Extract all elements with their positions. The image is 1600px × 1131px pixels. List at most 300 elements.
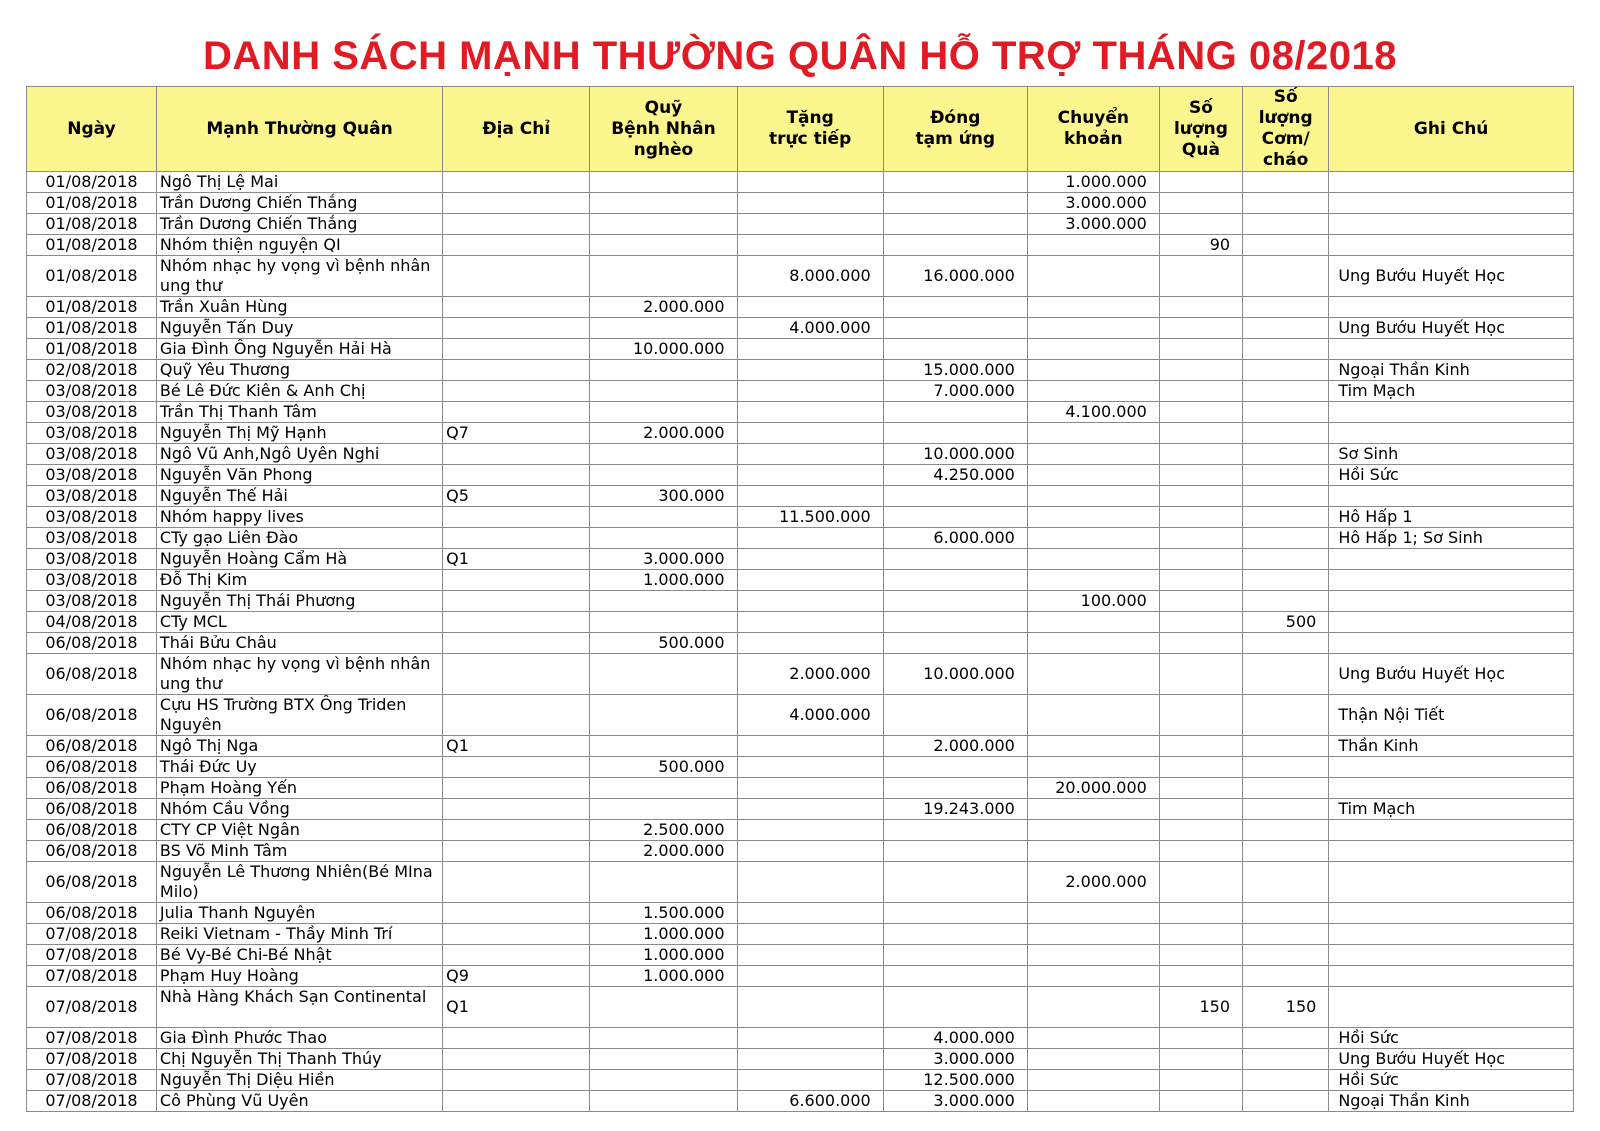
- address-cell: [443, 528, 590, 549]
- table-row: [27, 507, 1574, 528]
- meal-count-cell: [1243, 654, 1329, 695]
- table-row: [27, 778, 1574, 799]
- header-advance-payment: Đóng tạm ứng: [883, 87, 1027, 172]
- gift-count-cell: [1159, 339, 1242, 360]
- gift-count-cell: [1159, 465, 1242, 486]
- meal-count-cell: [1243, 1070, 1329, 1091]
- table-row: [27, 633, 1574, 654]
- gift-count-cell: [1159, 633, 1242, 654]
- note-cell: Ung Bướu Huyết Học: [1329, 318, 1574, 339]
- date-cell: 06/08/2018: [27, 862, 157, 903]
- advance-cell: [883, 507, 1027, 528]
- gift-count-cell: [1159, 423, 1242, 444]
- date-cell: 01/08/2018: [27, 339, 157, 360]
- gift-count-cell: [1159, 778, 1242, 799]
- note-cell: [1329, 903, 1574, 924]
- transfer-cell: [1027, 987, 1159, 1028]
- direct-gift-cell: [737, 214, 883, 235]
- direct-gift-cell: [737, 339, 883, 360]
- address-cell: [443, 570, 590, 591]
- meal-count-cell: [1243, 757, 1329, 778]
- advance-cell: 15.000.000: [883, 360, 1027, 381]
- transfer-cell: [1027, 528, 1159, 549]
- meal-count-cell: [1243, 528, 1329, 549]
- poor-fund-cell: [590, 381, 737, 402]
- meal-count-cell: [1243, 1049, 1329, 1070]
- gift-count-cell: [1159, 297, 1242, 318]
- note-cell: [1329, 172, 1574, 193]
- date-cell: 06/08/2018: [27, 820, 157, 841]
- donor-name-cell: Thái Bửu Châu: [156, 633, 442, 654]
- header-gift-count: Số lượng Quà: [1159, 87, 1242, 172]
- direct-gift-cell: 8.000.000: [737, 256, 883, 297]
- table-row: [27, 799, 1574, 820]
- note-cell: Tim Mạch: [1329, 799, 1574, 820]
- note-cell: Thận Nội Tiết: [1329, 695, 1574, 736]
- date-cell: 06/08/2018: [27, 841, 157, 862]
- meal-count-cell: [1243, 862, 1329, 903]
- date-cell: 06/08/2018: [27, 778, 157, 799]
- note-cell: [1329, 423, 1574, 444]
- date-cell: 07/08/2018: [27, 1091, 157, 1112]
- advance-cell: [883, 172, 1027, 193]
- note-cell: Ung Bướu Huyết Học: [1329, 1049, 1574, 1070]
- advance-cell: 10.000.000: [883, 444, 1027, 465]
- meal-count-cell: [1243, 570, 1329, 591]
- table-row: [27, 214, 1574, 235]
- direct-gift-cell: [737, 381, 883, 402]
- donor-name-cell: Nhóm nhạc hy vọng vì bệnh nhân ung thư: [156, 256, 442, 297]
- advance-cell: [883, 633, 1027, 654]
- transfer-cell: [1027, 695, 1159, 736]
- note-cell: [1329, 862, 1574, 903]
- direct-gift-cell: [737, 444, 883, 465]
- direct-gift-cell: [737, 1028, 883, 1049]
- direct-gift-cell: [737, 360, 883, 381]
- date-cell: 06/08/2018: [27, 654, 157, 695]
- note-cell: Ngoại Thần Kinh: [1329, 360, 1574, 381]
- address-cell: [443, 695, 590, 736]
- date-cell: 06/08/2018: [27, 757, 157, 778]
- poor-fund-cell: 1.000.000: [590, 570, 737, 591]
- donor-name-cell: BS Võ Minh Tâm: [156, 841, 442, 862]
- note-cell: [1329, 193, 1574, 214]
- meal-count-cell: [1243, 695, 1329, 736]
- gift-count-cell: [1159, 528, 1242, 549]
- table-row: [27, 528, 1574, 549]
- gift-count-cell: [1159, 945, 1242, 966]
- gift-count-cell: [1159, 360, 1242, 381]
- header-address: Địa Chỉ: [443, 87, 590, 172]
- donor-name-cell: Nhà Hàng Khách Sạn Continental: [156, 987, 442, 1028]
- note-cell: [1329, 570, 1574, 591]
- date-cell: 06/08/2018: [27, 736, 157, 757]
- date-cell: 07/08/2018: [27, 924, 157, 945]
- note-cell: Ung Bướu Huyết Học: [1329, 654, 1574, 695]
- advance-cell: [883, 862, 1027, 903]
- table-row: [27, 465, 1574, 486]
- donor-name-cell: Bé Lê Đức Kiên & Anh Chị: [156, 381, 442, 402]
- poor-fund-cell: 2.000.000: [590, 841, 737, 862]
- transfer-cell: [1027, 465, 1159, 486]
- table-row: [27, 987, 1574, 1028]
- header-date: Ngày: [27, 87, 157, 172]
- advance-cell: [883, 966, 1027, 987]
- date-cell: 01/08/2018: [27, 214, 157, 235]
- header-bank-transfer: Chuyển khoản: [1027, 87, 1159, 172]
- address-cell: [443, 654, 590, 695]
- date-cell: 03/08/2018: [27, 486, 157, 507]
- direct-gift-cell: 2.000.000: [737, 654, 883, 695]
- page-title: DANH SÁCH MẠNH THƯỜNG QUÂN HỖ TRỢ THÁNG 08/2018: [203, 34, 1397, 78]
- transfer-cell: 100.000: [1027, 591, 1159, 612]
- note-cell: [1329, 966, 1574, 987]
- table-row: [27, 402, 1574, 423]
- poor-fund-cell: 300.000: [590, 486, 737, 507]
- gift-count-cell: [1159, 757, 1242, 778]
- direct-gift-cell: [737, 903, 883, 924]
- meal-count-cell: [1243, 402, 1329, 423]
- table-row: [27, 256, 1574, 297]
- direct-gift-cell: [737, 172, 883, 193]
- donor-name-cell: Đỗ Thị Kim: [156, 570, 442, 591]
- date-cell: 03/08/2018: [27, 402, 157, 423]
- direct-gift-cell: [737, 820, 883, 841]
- advance-cell: 7.000.000: [883, 381, 1027, 402]
- advance-cell: [883, 570, 1027, 591]
- transfer-cell: [1027, 820, 1159, 841]
- transfer-cell: 3.000.000: [1027, 214, 1159, 235]
- direct-gift-cell: 4.000.000: [737, 318, 883, 339]
- address-cell: [443, 381, 590, 402]
- note-cell: [1329, 820, 1574, 841]
- donor-name-cell: Nhóm happy lives: [156, 507, 442, 528]
- meal-count-cell: [1243, 903, 1329, 924]
- donor-name-cell: Nguyễn Thế Hải: [156, 486, 442, 507]
- transfer-cell: [1027, 549, 1159, 570]
- advance-cell: 10.000.000: [883, 654, 1027, 695]
- note-cell: [1329, 214, 1574, 235]
- donor-name-cell: Nhóm thiện nguyện QI: [156, 235, 442, 256]
- note-cell: Hồi Sức: [1329, 465, 1574, 486]
- meal-count-cell: [1243, 633, 1329, 654]
- transfer-cell: [1027, 841, 1159, 862]
- advance-cell: [883, 297, 1027, 318]
- table-row: [27, 841, 1574, 862]
- donor-name-cell: CTy gạo Liên Đào: [156, 528, 442, 549]
- advance-cell: 6.000.000: [883, 528, 1027, 549]
- meal-count-cell: [1243, 507, 1329, 528]
- meal-count-cell: [1243, 256, 1329, 297]
- address-cell: [443, 841, 590, 862]
- donor-name-cell: Cựu HS Trường BTX Ông Triden Nguyên: [156, 695, 442, 736]
- donor-name-cell: Trần Xuân Hùng: [156, 297, 442, 318]
- table-row: [27, 903, 1574, 924]
- address-cell: [443, 612, 590, 633]
- address-cell: [443, 862, 590, 903]
- meal-count-cell: [1243, 381, 1329, 402]
- donor-name-cell: Gia Đình Phước Thao: [156, 1028, 442, 1049]
- date-cell: 04/08/2018: [27, 612, 157, 633]
- advance-cell: [883, 903, 1027, 924]
- note-cell: Hồi Sức: [1329, 1070, 1574, 1091]
- gift-count-cell: [1159, 966, 1242, 987]
- advance-cell: [883, 318, 1027, 339]
- advance-cell: [883, 924, 1027, 945]
- header-direct-gift: Tặng trực tiếp: [737, 87, 883, 172]
- address-cell: [443, 318, 590, 339]
- meal-count-cell: [1243, 945, 1329, 966]
- meal-count-cell: 500: [1243, 612, 1329, 633]
- poor-fund-cell: [590, 360, 737, 381]
- direct-gift-cell: [737, 570, 883, 591]
- poor-fund-cell: [590, 778, 737, 799]
- advance-cell: [883, 235, 1027, 256]
- advance-cell: 12.500.000: [883, 1070, 1027, 1091]
- date-cell: 07/08/2018: [27, 1028, 157, 1049]
- gift-count-cell: [1159, 318, 1242, 339]
- direct-gift-cell: 11.500.000: [737, 507, 883, 528]
- note-cell: [1329, 549, 1574, 570]
- poor-fund-cell: 2.000.000: [590, 297, 737, 318]
- address-cell: [443, 465, 590, 486]
- transfer-cell: [1027, 903, 1159, 924]
- gift-count-cell: [1159, 1070, 1242, 1091]
- address-cell: [443, 193, 590, 214]
- table-row: [27, 486, 1574, 507]
- meal-count-cell: [1243, 465, 1329, 486]
- header-row: [27, 87, 1574, 172]
- date-cell: 03/08/2018: [27, 591, 157, 612]
- direct-gift-cell: [737, 193, 883, 214]
- advance-cell: [883, 987, 1027, 1028]
- meal-count-cell: [1243, 736, 1329, 757]
- advance-cell: [883, 339, 1027, 360]
- donor-name-cell: Trần Thị Thanh Tâm: [156, 402, 442, 423]
- poor-fund-cell: [590, 444, 737, 465]
- gift-count-cell: [1159, 612, 1242, 633]
- poor-fund-cell: 1.000.000: [590, 924, 737, 945]
- poor-fund-cell: [590, 736, 737, 757]
- poor-fund-cell: 500.000: [590, 757, 737, 778]
- gift-count-cell: [1159, 799, 1242, 820]
- note-cell: [1329, 757, 1574, 778]
- meal-count-cell: [1243, 924, 1329, 945]
- gift-count-cell: [1159, 1049, 1242, 1070]
- donor-name-cell: Nguyễn Tấn Duy: [156, 318, 442, 339]
- date-cell: 07/08/2018: [27, 987, 157, 1028]
- transfer-cell: [1027, 945, 1159, 966]
- meal-count-cell: [1243, 360, 1329, 381]
- direct-gift-cell: [737, 297, 883, 318]
- advance-cell: [883, 612, 1027, 633]
- note-cell: [1329, 339, 1574, 360]
- note-cell: [1329, 633, 1574, 654]
- address-cell: [443, 256, 590, 297]
- note-cell: [1329, 297, 1574, 318]
- address-cell: [443, 924, 590, 945]
- date-cell: 01/08/2018: [27, 172, 157, 193]
- address-cell: [443, 778, 590, 799]
- note-cell: [1329, 987, 1574, 1028]
- poor-fund-cell: [590, 193, 737, 214]
- poor-fund-cell: [590, 1049, 737, 1070]
- advance-cell: 3.000.000: [883, 1049, 1027, 1070]
- table-row: [27, 695, 1574, 736]
- transfer-cell: [1027, 444, 1159, 465]
- transfer-cell: [1027, 736, 1159, 757]
- meal-count-cell: [1243, 486, 1329, 507]
- advance-cell: [883, 820, 1027, 841]
- table-row: [27, 757, 1574, 778]
- direct-gift-cell: [737, 1049, 883, 1070]
- transfer-cell: [1027, 799, 1159, 820]
- gift-count-cell: [1159, 256, 1242, 297]
- donor-name-cell: Phạm Hoàng Yến: [156, 778, 442, 799]
- direct-gift-cell: [737, 591, 883, 612]
- address-cell: [443, 1070, 590, 1091]
- table-row: [27, 736, 1574, 757]
- table-row: [27, 423, 1574, 444]
- address-cell: Q1: [443, 987, 590, 1028]
- note-cell: [1329, 486, 1574, 507]
- direct-gift-cell: [737, 402, 883, 423]
- transfer-cell: [1027, 612, 1159, 633]
- donor-name-cell: Gia Đình Ông Nguyễn Hải Hà: [156, 339, 442, 360]
- poor-fund-cell: 2.500.000: [590, 820, 737, 841]
- donor-name-cell: Nhóm Cầu Vồng: [156, 799, 442, 820]
- direct-gift-cell: [737, 486, 883, 507]
- donor-name-cell: Phạm Huy Hoàng: [156, 966, 442, 987]
- advance-cell: [883, 402, 1027, 423]
- poor-fund-cell: [590, 172, 737, 193]
- date-cell: 02/08/2018: [27, 360, 157, 381]
- direct-gift-cell: [737, 987, 883, 1028]
- transfer-cell: [1027, 507, 1159, 528]
- gift-count-cell: [1159, 570, 1242, 591]
- advance-cell: [883, 423, 1027, 444]
- gift-count-cell: [1159, 903, 1242, 924]
- table-row: [27, 945, 1574, 966]
- note-cell: [1329, 402, 1574, 423]
- poor-fund-cell: 10.000.000: [590, 339, 737, 360]
- note-cell: [1329, 235, 1574, 256]
- transfer-cell: [1027, 318, 1159, 339]
- date-cell: 03/08/2018: [27, 570, 157, 591]
- meal-count-cell: [1243, 778, 1329, 799]
- gift-count-cell: [1159, 486, 1242, 507]
- table-row: [27, 1070, 1574, 1091]
- advance-cell: [883, 695, 1027, 736]
- table-row: [27, 381, 1574, 402]
- address-cell: [443, 1028, 590, 1049]
- transfer-cell: [1027, 924, 1159, 945]
- note-cell: [1329, 778, 1574, 799]
- date-cell: 01/08/2018: [27, 318, 157, 339]
- address-cell: [443, 1049, 590, 1070]
- meal-count-cell: [1243, 339, 1329, 360]
- donor-table: [26, 86, 1574, 1112]
- poor-fund-cell: [590, 695, 737, 736]
- transfer-cell: [1027, 1028, 1159, 1049]
- direct-gift-cell: [737, 465, 883, 486]
- gift-count-cell: [1159, 736, 1242, 757]
- direct-gift-cell: [737, 945, 883, 966]
- donor-name-cell: Nguyễn Thị Thái Phương: [156, 591, 442, 612]
- date-cell: 03/08/2018: [27, 549, 157, 570]
- poor-fund-cell: [590, 591, 737, 612]
- poor-fund-cell: [590, 235, 737, 256]
- address-cell: [443, 297, 590, 318]
- date-cell: 07/08/2018: [27, 1049, 157, 1070]
- meal-count-cell: [1243, 172, 1329, 193]
- table-row: [27, 862, 1574, 903]
- donor-name-cell: Nguyễn Văn Phong: [156, 465, 442, 486]
- transfer-cell: [1027, 297, 1159, 318]
- poor-fund-cell: [590, 528, 737, 549]
- direct-gift-cell: [737, 235, 883, 256]
- direct-gift-cell: [737, 924, 883, 945]
- meal-count-cell: [1243, 297, 1329, 318]
- date-cell: 06/08/2018: [27, 903, 157, 924]
- gift-count-cell: [1159, 1028, 1242, 1049]
- note-cell: [1329, 612, 1574, 633]
- direct-gift-cell: [737, 1070, 883, 1091]
- address-cell: Q9: [443, 966, 590, 987]
- note-cell: Ung Bướu Huyết Học: [1329, 256, 1574, 297]
- address-cell: [443, 507, 590, 528]
- gift-count-cell: [1159, 591, 1242, 612]
- poor-fund-cell: [590, 1028, 737, 1049]
- poor-fund-cell: 500.000: [590, 633, 737, 654]
- advance-cell: [883, 778, 1027, 799]
- address-cell: [443, 444, 590, 465]
- advance-cell: 4.250.000: [883, 465, 1027, 486]
- poor-fund-cell: 2.000.000: [590, 423, 737, 444]
- advance-cell: [883, 549, 1027, 570]
- header-donor: Mạnh Thường Quân: [156, 87, 442, 172]
- transfer-cell: [1027, 381, 1159, 402]
- advance-cell: [883, 486, 1027, 507]
- table-row: [27, 1091, 1574, 1112]
- transfer-cell: [1027, 423, 1159, 444]
- poor-fund-cell: 1.000.000: [590, 945, 737, 966]
- meal-count-cell: [1243, 841, 1329, 862]
- table-row: [27, 1049, 1574, 1070]
- date-cell: 01/08/2018: [27, 193, 157, 214]
- advance-cell: [883, 193, 1027, 214]
- poor-fund-cell: [590, 465, 737, 486]
- direct-gift-cell: [737, 841, 883, 862]
- address-cell: Q5: [443, 486, 590, 507]
- meal-count-cell: [1243, 214, 1329, 235]
- donor-name-cell: Ngô Thị Nga: [156, 736, 442, 757]
- poor-fund-cell: [590, 256, 737, 297]
- date-cell: 03/08/2018: [27, 423, 157, 444]
- note-cell: Tim Mạch: [1329, 381, 1574, 402]
- transfer-cell: 4.100.000: [1027, 402, 1159, 423]
- table-row: [27, 612, 1574, 633]
- meal-count-cell: [1243, 1028, 1329, 1049]
- gift-count-cell: [1159, 654, 1242, 695]
- gift-count-cell: [1159, 924, 1242, 945]
- poor-fund-cell: [590, 1070, 737, 1091]
- gift-count-cell: [1159, 862, 1242, 903]
- date-cell: 07/08/2018: [27, 966, 157, 987]
- address-cell: [443, 339, 590, 360]
- address-cell: [443, 1091, 590, 1112]
- address-cell: [443, 903, 590, 924]
